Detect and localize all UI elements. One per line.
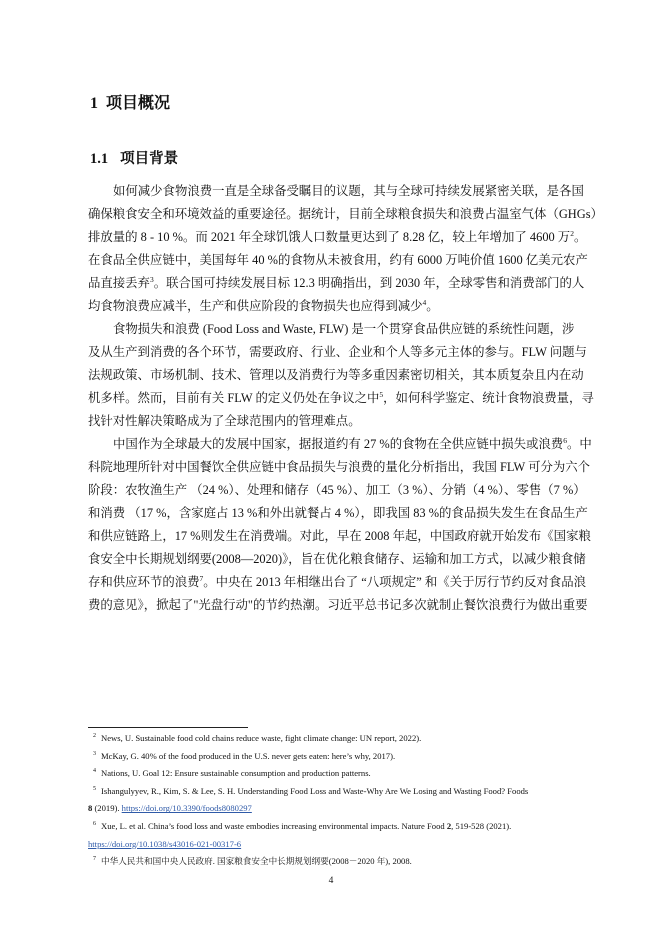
text-run: 品直接丢弃 (88, 276, 150, 290)
footnote-ref[interactable]: 4 (93, 768, 96, 775)
text-run: 。中央在 2013 年相继出台了 “八项规定” 和《关于厉行节约反对食品浪 (203, 575, 586, 589)
text-line (88, 433, 592, 456)
doi-link[interactable]: https://doi.org/10.1038/s43016-021-00317-6 (88, 838, 242, 849)
text-line (88, 249, 588, 272)
subsection-heading (90, 147, 178, 168)
text-run: 。中 (566, 437, 592, 451)
footnote-ref[interactable]: 6 (93, 821, 96, 828)
text-run: 机多样。然而，目前有关 FLW 的定义仍处在争议之中 (88, 391, 380, 405)
text-run: Nations, U. Goal 12: Ensure sustainable consumption and production patterns. (101, 768, 371, 779)
section-number: 1 (90, 95, 98, 112)
text-line (88, 571, 586, 594)
footnote-line (88, 800, 572, 818)
subsection-number: 1.1 (90, 151, 109, 167)
text-run: 找针对性解决策略成为了全球范围内的管理难点。 (88, 414, 361, 428)
text-run: 。 (573, 230, 587, 244)
text-run: 科院地理所针对中国餐饮全供应链中食品损失与浪费的量化分析指出，我国 FLW 可分为六个 (88, 460, 591, 474)
text-line (88, 525, 591, 548)
text-line (88, 456, 591, 479)
text-run: McKay, G. 40% of the food produced in the U.S. never gets eaten: here’s why, 2017). (101, 750, 396, 761)
text-run: (2019). (92, 803, 122, 814)
text-run: News, U. Sustainable food cold chains reduce waste, fight climate change: UN report, 2022). (101, 733, 422, 743)
text-run: 均食物浪费应减半，生产和供应阶段的食物损失也应得到减少 (88, 299, 423, 313)
footnote-ref[interactable]: 7 (93, 856, 96, 863)
text-run: 中国作为全球最大的发展中国家，据报道约有 27 %的食物在全供应链中损失或浪费 (113, 437, 564, 451)
text-run: Xue, L. et al. China’s food loss and waste embodies increasing environmental impacts. Nature Food (101, 820, 447, 831)
text-run: 确保粮食安全和环境效益的重要途径。据统计，目前全球粮食损失和浪费占温室气体（GHGs） (88, 207, 603, 221)
text-run: ，如何科学鉴定、统计食物浪费量，寻 (383, 391, 594, 405)
subsection-title: 项目背景 (120, 151, 179, 167)
text-line (88, 226, 587, 249)
text-run: 法规政策、市场机制、技术、管理以及消费行为等多重因素密切相关，其本质复杂且内在动 (88, 368, 584, 382)
text-run: 在食品全供应链中，美国每年 40 %的食物从未被食用，约有 6000 万吨价值 1600 亿美元农产 (88, 253, 588, 267)
volume-number: 2 (446, 820, 452, 831)
footnote-ref[interactable]: 7 (199, 573, 204, 583)
text-run: 和消费 （17 %，含家庭占 13 %和外出就餐占 4 %），即我国 83 %的食品损失发生在食品生产 (88, 506, 588, 520)
footnote-line (88, 818, 572, 836)
footnote-ref[interactable]: 3 (149, 274, 154, 284)
footnote-ref[interactable]: 2 (93, 733, 96, 740)
footnotes (88, 730, 572, 871)
text-run: 食物损失和浪费 (Food Loss and Waste, FLW) 是一个贯穿食品供应链的系统性问题，涉 (113, 322, 575, 336)
footnote-ref[interactable]: 4 (422, 297, 427, 307)
text-run: 如何减少食物浪费一直是全球备受瞩目的议题，其与全球可持续发展紧密关联，是各国 (113, 184, 584, 198)
text-run: 存和供应环节的浪费 (88, 575, 200, 589)
text-run: Ishangulyyev, R., Kim, S. & Lee, S. H. Understanding Food Loss and Waste-Why Are We Losing and Wasting Food? Foods (101, 785, 529, 796)
footnote-line (88, 836, 572, 854)
footnote-ref[interactable]: 5 (379, 389, 384, 399)
footnote-line (88, 783, 572, 801)
text-line (88, 180, 584, 203)
text-run: 及从生产到消费的各个环节，需要政府、行业、企业和个人等多元主体的参与。FLW 问题与 (88, 345, 587, 359)
text-line (88, 272, 585, 295)
footnote-ref[interactable]: 2 (570, 228, 574, 238)
section-title: 项目概况 (106, 95, 171, 112)
text-line (88, 502, 588, 525)
text-line (88, 203, 603, 226)
text-run: 食安全中长期规划纲要(2008—2020)》，旨在优化粮食储存、运输和加工方式，以减少粮食储 (88, 552, 586, 566)
text-line (88, 548, 586, 571)
section-heading (90, 90, 170, 113)
footnote-ref[interactable]: 6 (563, 435, 567, 445)
footnote-line (88, 748, 572, 766)
body-text (88, 180, 603, 617)
text-line (88, 341, 587, 364)
text-line (88, 295, 572, 318)
volume-number: 8 (88, 803, 93, 814)
footnote-divider (88, 727, 248, 728)
text-run: 阶段：农牧渔生产 （24 %）、处理和储存（45 %）、加工（3 %）、分销（4 %）、零售（7 %） (88, 483, 586, 497)
text-run: 费的意见》，掀起了"光盘行动"的节约热潮。习近平总书记多次就制止餐饮浪费行为做出重要 (88, 598, 588, 612)
text-run: 中华人民共和国中央人民政府. 国家粮食安全中长期规划纲要(2008－2020 年), 2008. (101, 856, 412, 867)
doi-link[interactable]: https://doi.org/10.3390/foods8080297 (121, 803, 252, 814)
footnote-line (88, 730, 572, 748)
page-number: 4 (328, 876, 334, 886)
text-line (88, 318, 575, 341)
footnote-ref[interactable]: 3 (93, 750, 96, 757)
text-run: 。联合国可持续发展目标 12.3 明确指出，到 2030 年，全球零售和消费部门的人 (153, 276, 585, 290)
footnote-ref[interactable]: 5 (93, 785, 96, 792)
text-run: , 519-528 (2021). (451, 820, 512, 831)
text-line (88, 410, 572, 433)
footnote-line (88, 853, 572, 871)
text-line (88, 364, 584, 387)
text-run: 排放量的 8 - 10 %。而 2021 年全球饥饿人口数量更达到了 8.28 亿，较上年增加了 4600 万 (88, 230, 571, 244)
text-line (88, 387, 594, 410)
text-run: 。 (426, 299, 439, 313)
text-line (88, 479, 586, 502)
footnote-line (88, 765, 572, 783)
text-line (88, 594, 588, 617)
text-run: 和供应链路上，17 %则发生在消费端。对此，早在 2008 年起，中国政府就开始发布《国家粮 (88, 529, 591, 543)
